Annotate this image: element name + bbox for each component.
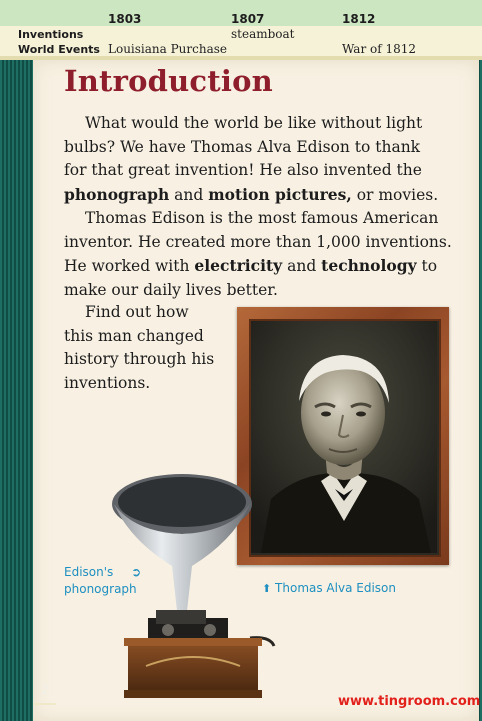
text-span: to (416, 257, 438, 275)
text-span: and (282, 257, 322, 275)
timeline-year-1807: 1807 (231, 12, 265, 26)
paragraph-2-line-1: Thomas Edison is the most famous American (85, 209, 439, 227)
page-title: Introduction (64, 64, 273, 98)
timeline-invention-1807: steamboat (231, 27, 295, 41)
timeline-header (0, 0, 482, 60)
paragraph-1 (64, 112, 464, 207)
timeline-label-inventions: Inventions (18, 28, 84, 41)
portrait-caption-text: Thomas Alva Edison (275, 581, 396, 595)
page-number: 2 (34, 683, 56, 705)
term-motion-pictures: motion pictures, (208, 184, 352, 204)
term-electricity: electricity (194, 256, 283, 275)
term-technology: technology (321, 256, 417, 275)
timeline-year-1812: 1812 (342, 12, 376, 26)
text-span: or movies. (351, 185, 439, 204)
timeline-year-1803: 1803 (108, 12, 142, 26)
arrow-up-circle-icon: ⬆ (262, 582, 272, 595)
text-span: and (169, 185, 209, 204)
left-stripe-band (0, 60, 33, 721)
phonograph-caption (64, 564, 141, 598)
paragraph-1-line-2: bulbs? We have Thomas Alva Edison to thank (64, 137, 421, 156)
paragraph-2-line-2: inventor. He created more than 1,000 inventions. (64, 232, 452, 251)
paragraph-3-line-3: history through his (64, 350, 215, 368)
phonograph-caption-line-2: phonograph (64, 582, 137, 596)
term-phonograph: phonograph (64, 184, 170, 204)
timeline-label-world-events: World Events (18, 43, 100, 56)
paragraph-3-line-4: inventions. (64, 373, 151, 392)
paragraph-1-line-1: What would the world be like without light (85, 114, 423, 132)
arrow-right-circle-icon: ➲ (131, 565, 142, 579)
paragraph-3-line-2: this man changed (64, 326, 204, 345)
portrait-caption (262, 580, 396, 597)
paragraph-2-line-3 (64, 254, 464, 279)
paragraph-3 (64, 301, 234, 395)
paragraph-1-line-3: for that great invention! He also invented the (64, 161, 422, 179)
watermark-text: www.tingroom.com (338, 694, 481, 709)
timeline-event-1812: War of 1812 (342, 42, 417, 56)
paragraph-1-line-4 (64, 183, 464, 208)
paragraph-2 (64, 207, 464, 302)
paragraph-2-line-4: make our daily lives better. (64, 280, 278, 299)
text-span: He worked with (64, 257, 195, 275)
timeline-event-1803: Louisiana Purchase (108, 42, 228, 56)
paragraph-3-line-1: Find out how (85, 303, 189, 321)
phonograph-caption-line-1: Edison's (64, 565, 114, 579)
